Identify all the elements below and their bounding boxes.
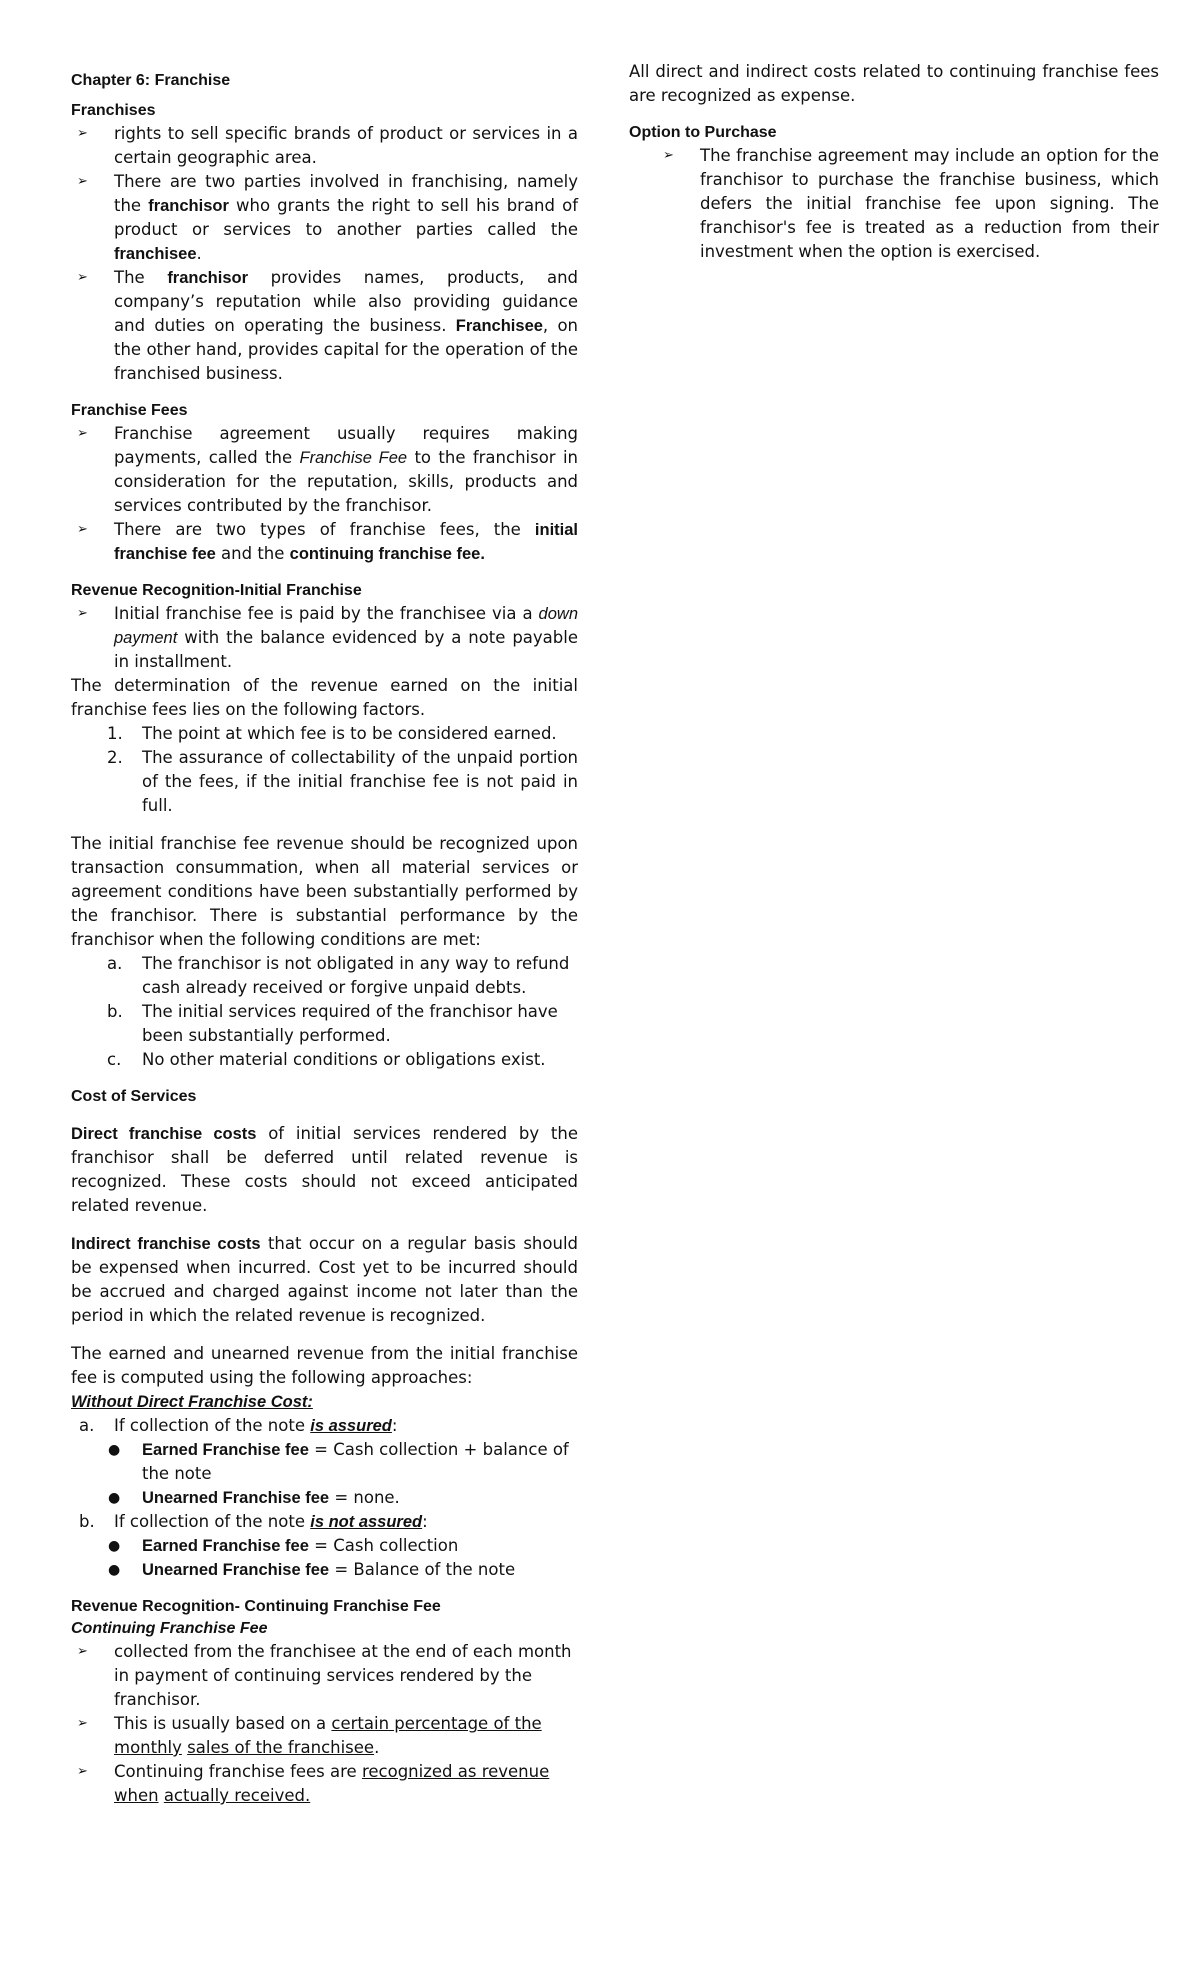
list-item xyxy=(71,1760,578,1808)
initial-heading: Revenue Recognition-Initial Franchise xyxy=(71,582,362,599)
costs-expense-paragraph: All direct and indirect costs related to continuing franchise fees are recognized as expense. xyxy=(629,62,1159,105)
list-item xyxy=(71,1048,578,1072)
item-text: If collection of the note xyxy=(114,1512,311,1531)
term-franchisee: franchisee xyxy=(114,245,197,263)
list-item xyxy=(71,952,578,1000)
case-a-list xyxy=(71,1438,578,1510)
list-item xyxy=(71,1534,578,1558)
indirect-costs-paragraph xyxy=(71,1232,578,1328)
item-text: to the franchisor in consideration for the reputation, skills, products and services contributed by the franchisor. xyxy=(114,448,578,515)
term-franchisee: Franchisee xyxy=(455,317,543,335)
list-item xyxy=(71,1438,578,1486)
term-indirect-costs: Indirect franchise costs xyxy=(71,1235,261,1253)
cost-heading: Cost of Services xyxy=(71,1088,197,1105)
term-franchisor: franchisor xyxy=(167,269,248,287)
underlined-text: recognized as revenue when xyxy=(114,1762,550,1805)
item-text: with the balance evidenced by a note payable in installment. xyxy=(114,628,578,671)
list-item xyxy=(71,266,578,386)
list-item xyxy=(71,122,578,170)
term-continuing-fee: continuing franchise fee. xyxy=(289,545,485,563)
item-text: The point at which fee is to be considered earned. xyxy=(142,724,557,743)
dot-bullet-icon: ● xyxy=(108,1562,121,1578)
determination-paragraph: The determination of the revenue earned on the initial franchise fees lies on the following factors. xyxy=(71,676,578,719)
case-b xyxy=(71,1510,578,1534)
right-column xyxy=(629,60,1159,264)
underlined-text: sales of the franchisee xyxy=(187,1738,375,1757)
item-text: This is usually based on a xyxy=(114,1714,332,1733)
continuing-heading: Revenue Recognition- Continuing Franchise Fee xyxy=(71,1598,441,1615)
item-text: The franchisor is not obligated in any way to refund cash already received or forgive unpaid debts. xyxy=(142,954,570,997)
arrow-bullet-icon: ➢ xyxy=(77,606,88,621)
item-text: Continuing franchise fees are xyxy=(114,1762,362,1781)
dot-bullet-icon: ● xyxy=(108,1490,121,1506)
item-text: Initial franchise fee is paid by the franchisee via a xyxy=(114,604,539,623)
underlined-text: certain percentage of the monthly xyxy=(114,1714,542,1757)
dot-bullet-icon: ● xyxy=(108,1442,121,1458)
option-heading: Option to Purchase xyxy=(629,124,777,141)
item-text: Franchise agreement usually requires making payments, called the xyxy=(114,424,578,467)
list-letter: c. xyxy=(107,1050,122,1069)
item-text: The assurance of collectability of the unpaid portion of the fees, if the initial franchise fee is not paid in full. xyxy=(142,748,578,815)
item-text: : xyxy=(391,1416,398,1435)
arrow-bullet-icon: ➢ xyxy=(77,126,88,141)
fees-list xyxy=(71,422,578,566)
item-text: No other material conditions or obligations exist. xyxy=(142,1050,546,1069)
list-letter: a. xyxy=(79,1416,95,1435)
initial-list xyxy=(71,602,578,674)
list-item xyxy=(71,722,578,746)
term-franchise-fee: Franchise Fee xyxy=(299,449,408,467)
fees-heading: Franchise Fees xyxy=(71,402,188,419)
list-item xyxy=(71,1000,578,1048)
item-text: provides names, products, and company’s reputation while also providing guidance and duties on operating the business. xyxy=(114,268,578,335)
arrow-bullet-icon: ➢ xyxy=(77,1644,88,1659)
item-text: If collection of the note xyxy=(114,1416,311,1435)
item-text: = Cash collection + balance of the note xyxy=(142,1440,569,1483)
item-text: = Cash collection xyxy=(308,1536,459,1555)
continuing-subheading: Continuing Franchise Fee xyxy=(71,1620,268,1637)
chapter-title: Chapter 6: Franchise xyxy=(71,72,231,89)
list-item xyxy=(71,1640,578,1712)
item-text: , on the other hand, provides capital for the operation of the franchised business. xyxy=(114,316,578,383)
item-text: There are two parties involved in franchising, namely the xyxy=(114,172,578,215)
item-text: rights to sell specific brands of product or services in a certain geographic area. xyxy=(114,124,578,167)
item-text: that occur on a regular basis should be expensed when incurred. Cost yet to be incurred should be accrued and charged against income not later than the period in which the related revenue is recognized. xyxy=(71,1234,579,1325)
direct-costs-paragraph xyxy=(71,1122,578,1218)
item-text: and the xyxy=(215,544,290,563)
list-item xyxy=(71,170,578,266)
franchises-list xyxy=(71,122,578,386)
conditions-list xyxy=(71,952,578,1072)
list-item xyxy=(71,1558,578,1582)
factors-list xyxy=(71,722,578,818)
list-item xyxy=(71,518,578,566)
list-item xyxy=(71,1712,578,1760)
item-text: who grants the right to sell his brand of product or services to another parties called the xyxy=(114,196,579,239)
arrow-bullet-icon: ➢ xyxy=(77,1716,88,1731)
list-item xyxy=(71,1486,578,1510)
subheading-text: Without Direct Franchise Cost: xyxy=(71,1393,313,1411)
recognition-paragraph: The initial franchise fee revenue should be recognized upon transaction consummation, when all material services or agreement conditions have been substantially performed by the franchisor. There is substantial performance by the franchisor when the following conditions are met: xyxy=(71,834,578,949)
term-label: Earned Franchise fee xyxy=(142,1537,309,1555)
term-down-payment: down payment xyxy=(114,605,578,647)
arrow-bullet-icon: ➢ xyxy=(77,522,88,537)
left-column xyxy=(71,70,578,1808)
item-text: There are two types of franchise fees, the xyxy=(114,520,535,539)
list-item xyxy=(629,144,1159,264)
case-b-list xyxy=(71,1534,578,1582)
arrow-bullet-icon: ➢ xyxy=(77,270,88,285)
term-franchisor: franchisor xyxy=(148,197,229,215)
item-text: collected from the franchisee at the end of each month in payment of continuing services rendered by the franchisor. xyxy=(114,1642,572,1709)
list-item xyxy=(71,422,578,518)
list-item xyxy=(71,602,578,674)
term-label: Unearned Franchise fee xyxy=(142,1561,330,1579)
term-direct-costs: Direct franchise costs xyxy=(71,1125,257,1143)
approaches-paragraph: The earned and unearned revenue from the initial franchise fee is computed using the following approaches: xyxy=(71,1344,578,1387)
list-item xyxy=(71,746,578,818)
term-label: Unearned Franchise fee xyxy=(142,1489,330,1507)
item-text: . xyxy=(196,244,202,263)
item-text: The initial services required of the franchisor have been substantially performed. xyxy=(142,1002,558,1045)
term-label: Earned Franchise fee xyxy=(142,1441,309,1459)
item-text: The xyxy=(114,268,168,287)
item-text: : xyxy=(422,1512,428,1531)
emphasis-text: is not assured xyxy=(310,1513,423,1531)
item-text: = none. xyxy=(329,1488,400,1507)
list-letter: b. xyxy=(107,1002,123,1021)
list-number: 2. xyxy=(107,748,123,767)
item-text: of initial services rendered by the franchisor shall be deferred until related revenue is recognized. These costs should not exceed anticipated related revenue. xyxy=(71,1124,578,1215)
option-list xyxy=(629,144,1159,264)
without-direct-cost-heading xyxy=(71,1390,578,1414)
case-a xyxy=(71,1414,578,1438)
term-initial-fee: initial franchise fee xyxy=(114,521,578,563)
arrow-bullet-icon: ➢ xyxy=(77,1764,88,1779)
continuing-list xyxy=(71,1640,578,1808)
list-letter: b. xyxy=(79,1512,95,1531)
item-text: The franchise agreement may include an option for the franchisor to purchase the franchise business, which defers the initial franchise fee upon signing. The franchisor's fee is treated as a reduction from their investment when the option is exercised. xyxy=(700,146,1159,261)
emphasis-text: is assured xyxy=(310,1417,392,1435)
arrow-bullet-icon: ➢ xyxy=(77,426,88,441)
item-text: . xyxy=(374,1738,380,1757)
arrow-bullet-icon: ➢ xyxy=(77,174,88,189)
list-number: 1. xyxy=(107,724,123,743)
list-letter: a. xyxy=(107,954,123,973)
underlined-text: actually received. xyxy=(163,1786,311,1805)
item-text: = Balance of the note xyxy=(329,1560,516,1579)
dot-bullet-icon: ● xyxy=(108,1538,121,1554)
franchises-heading: Franchises xyxy=(71,102,156,119)
arrow-bullet-icon: ➢ xyxy=(663,148,674,163)
